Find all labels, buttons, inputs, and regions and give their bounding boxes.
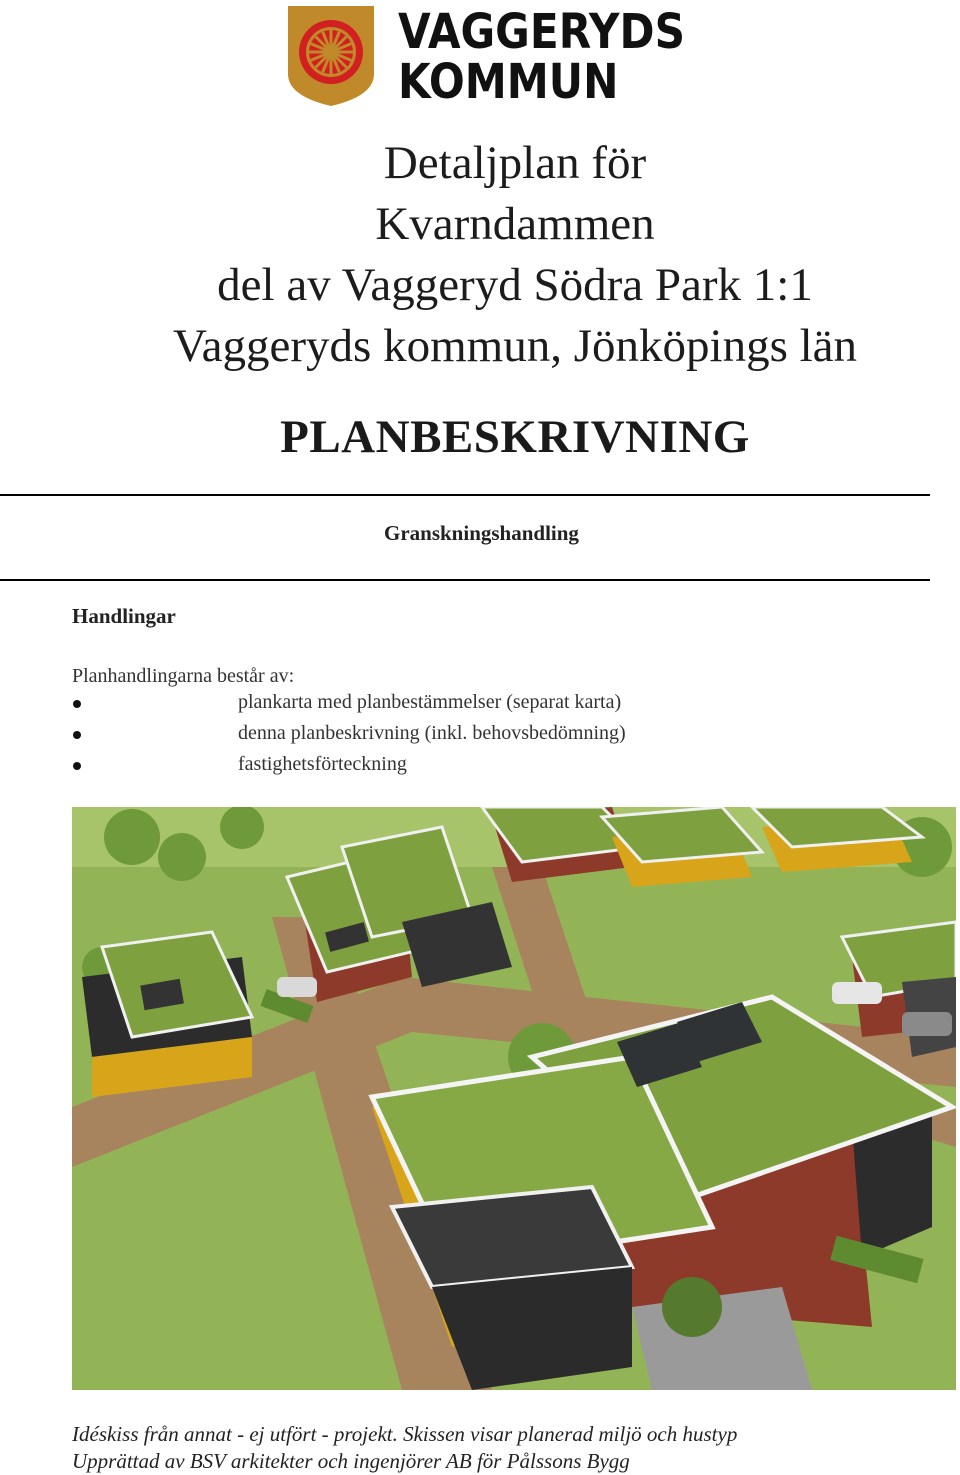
org-name-line1: VAGGERYDS	[398, 4, 686, 60]
bullet-icon	[73, 700, 81, 708]
section-heading-handlingar: Handlingar	[72, 604, 176, 628]
bullet-icon	[73, 731, 81, 739]
title-line: Kvarndammen	[375, 198, 655, 250]
title-line: Detaljplan för	[383, 137, 647, 189]
title-line: del av Vaggeryd Södra Park 1:1	[217, 259, 813, 311]
municipality-logo	[286, 4, 716, 110]
list-item	[0, 753, 960, 784]
list-item	[0, 691, 960, 722]
caption-line: Idéskiss från annat - ej utfört - projekt. Skissen visar planerad miljö och hustyp	[72, 1422, 738, 1446]
plan-title	[60, 133, 960, 377]
site-illustration	[72, 807, 956, 1390]
divider	[0, 494, 930, 496]
list-item-text: plankarta med planbestämmelser (separat karta)	[238, 691, 622, 713]
coat-of-arms-icon	[286, 4, 376, 108]
caption-line: Upprättad av BSV arkitekter och ingenjörer AB för Pålssons Bygg	[72, 1449, 630, 1473]
section-intro: Planhandlingarna består av:	[72, 665, 295, 687]
org-name-line2: KOMMUN	[398, 54, 619, 110]
divider	[0, 579, 930, 581]
list-item	[0, 722, 960, 753]
list-item-text: denna planbeskrivning (inkl. behovsbedömning)	[238, 722, 626, 744]
document-type-heading: PLANBESKRIVNING	[280, 411, 750, 463]
document-list	[0, 691, 960, 784]
list-item-text: fastighetsförteckning	[238, 753, 407, 775]
document-status: Granskningshandling	[384, 521, 579, 545]
bullet-icon	[73, 762, 81, 770]
title-line: Vaggeryds kommun, Jönköpings län	[172, 320, 858, 372]
aerial-sketch-image	[72, 807, 956, 1390]
image-caption	[72, 1421, 737, 1475]
